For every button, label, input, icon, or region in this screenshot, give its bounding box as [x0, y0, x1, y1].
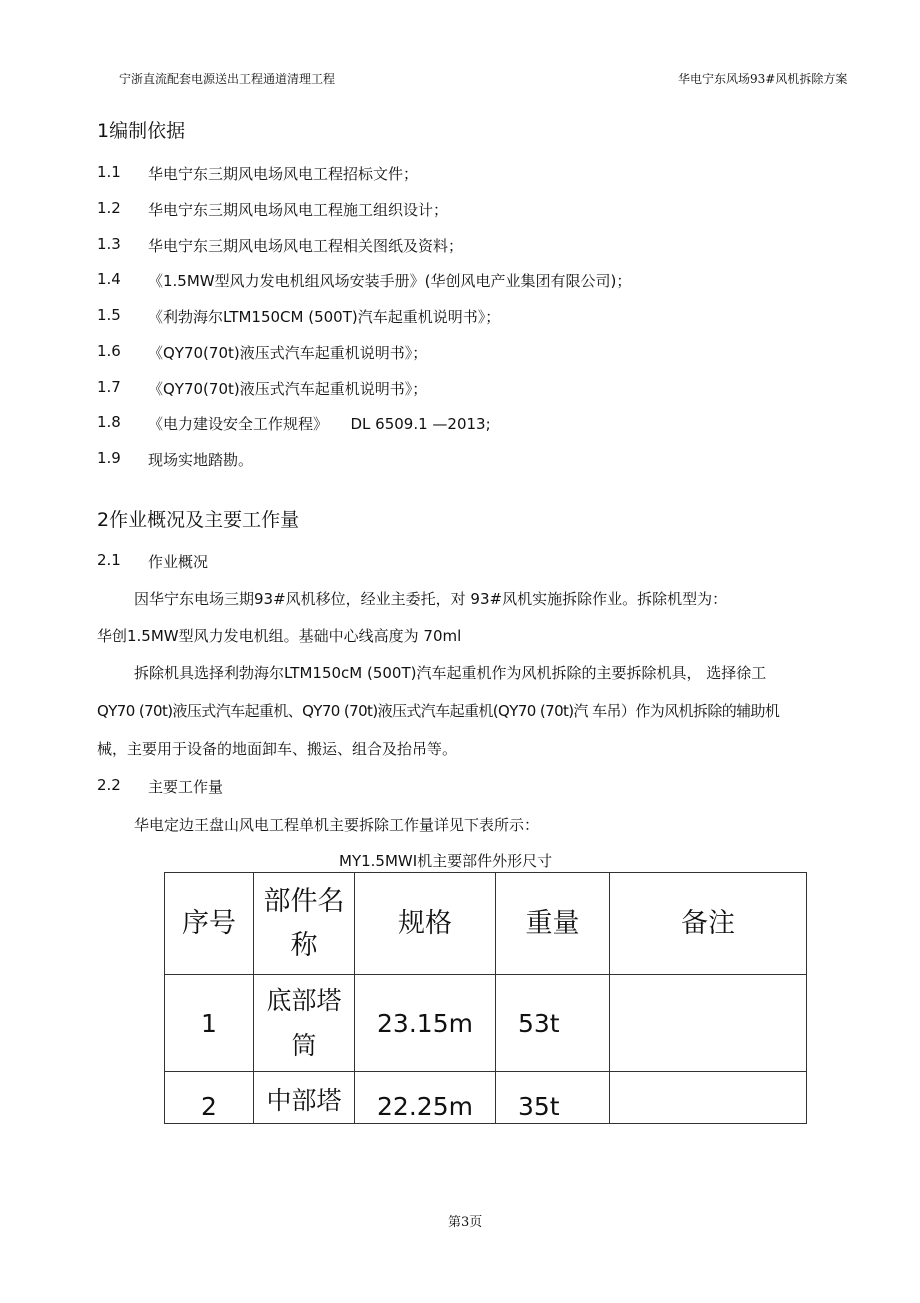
- cell-name-line1: 中部塔: [266, 1086, 342, 1115]
- header-weight: 重量: [496, 873, 610, 975]
- list-item-num: 1.6: [97, 342, 121, 360]
- cell-note: [610, 1072, 807, 1124]
- cell-note: [610, 975, 807, 1072]
- list-item-num: 1.5: [97, 306, 121, 324]
- paragraph-line: 华电定边王盘山风电工程单机主要拆除工作量详见下表所示：: [134, 816, 540, 834]
- cell-spec: 23.15m: [355, 975, 496, 1072]
- header-note: 备注: [610, 873, 807, 975]
- parts-table: [164, 872, 807, 1124]
- header-name-line2: 称: [290, 929, 318, 961]
- table-header-row: [165, 873, 807, 975]
- section2-title: 2作业概况及主要工作量: [97, 509, 300, 531]
- table-caption: MY1.5MWI机主要部件外形尺寸: [339, 852, 553, 870]
- list-item-text: 《电力建设安全工作规程》 DL 6509.1 —2013;: [148, 415, 491, 433]
- paragraph-line: 因华宁东电场三期93#风机移位，经业主委托，对 93#风机实施拆除作业。拆除机型为：: [134, 590, 728, 608]
- list-item-text: 华电宁东三期风电场风电工程招标文件；: [148, 165, 419, 183]
- header-spec: 规格: [355, 873, 496, 975]
- header-right: 华电宁东风场93#风机拆除方案: [678, 72, 848, 86]
- cell-name: [254, 975, 355, 1072]
- list-item-text: 《QY70(70t)液压式汽车起重机说明书》；: [148, 344, 428, 362]
- page-number: 第3页: [448, 1215, 483, 1230]
- paragraph-line: QY70 (70t)液压式汽车起重机、QY70 (70t)液压式汽车起重机(QY70 (70t)汽 车吊）作为风机拆除的辅助机: [97, 702, 780, 720]
- header-left: 宁浙直流配套电源送出工程通道清理工程: [119, 72, 336, 86]
- list-item-text: 华电宁东三期风电场风电工程相关图纸及资料；: [148, 237, 464, 255]
- list-item-num: 1.7: [97, 378, 121, 396]
- cell-no: 2: [165, 1072, 254, 1124]
- cell-name-line2: 筒: [291, 1031, 317, 1060]
- cell-name-line1: 底部塔: [266, 986, 342, 1015]
- list-item-num: 1.2: [97, 199, 121, 217]
- header-name-line1: 部件名: [263, 885, 345, 917]
- list-item-text: 《利勃海尔LTM150CM (500T)汽车起重机说明书》；: [148, 308, 501, 326]
- header-name: [254, 873, 355, 975]
- subsection-title: 作业概况: [148, 553, 209, 571]
- cell-spec: 22.25m: [355, 1072, 496, 1124]
- cell-weight: 53t: [496, 975, 610, 1072]
- list-item-num: 1.3: [97, 235, 121, 253]
- list-item-text: 《QY70(70t)液压式汽车起重机说明书》；: [148, 380, 428, 398]
- list-item-text: 华电宁东三期风电场风电工程施工组织设计；: [148, 201, 449, 219]
- list-item-num: 1.8: [97, 413, 121, 431]
- section1-title: 1编制依据: [97, 120, 186, 142]
- table-row: [165, 1072, 807, 1124]
- subsection-num: 2.1: [97, 551, 121, 569]
- paragraph-line: 华创1.5MW型风力发电机组。基础中心线高度为 70ml: [97, 627, 462, 645]
- cell-name: [254, 1072, 355, 1124]
- list-item-num: 1.9: [97, 449, 121, 467]
- subsection-title: 主要工作量: [148, 778, 224, 796]
- header-no: 序号: [165, 873, 254, 975]
- list-item-num: 1.4: [97, 270, 121, 288]
- list-item-text: 现场实地踏勘。: [148, 451, 254, 469]
- list-item-num: 1.1: [97, 163, 121, 181]
- paragraph-line: 械，主要用于设备的地面卸车、搬运、组合及抬吊等。: [97, 740, 458, 758]
- list-item-text: 《1.5MW型风力发电机组风场安装手册》(华创风电产业集团有限公司)；: [148, 272, 632, 290]
- paragraph-line: 拆除机具选择利勃海尔LTM150cM (500T)汽车起重机作为风机拆除的主要拆除机具， 选择徐工: [134, 664, 767, 682]
- subsection-num: 2.2: [97, 776, 121, 794]
- table-row: [165, 975, 807, 1072]
- cell-weight: 35t: [496, 1072, 610, 1124]
- cell-no: 1: [165, 975, 254, 1072]
